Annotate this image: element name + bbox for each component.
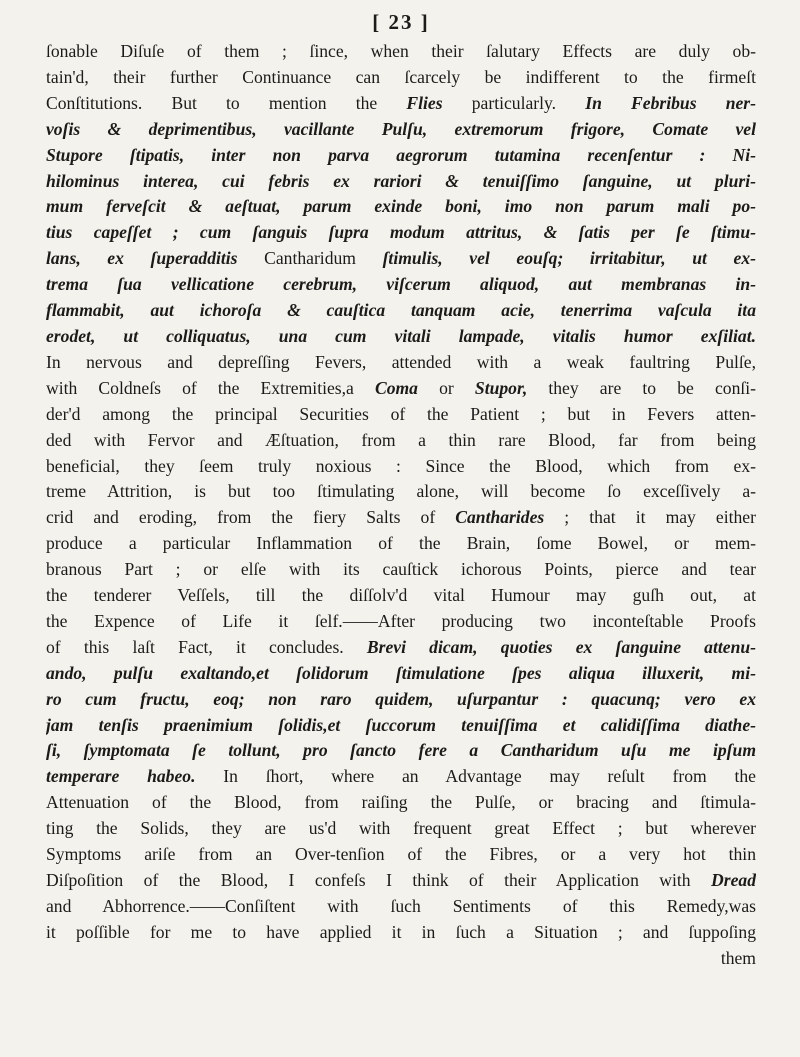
text-line <box>46 713 756 739</box>
text-run: them <box>720 947 756 968</box>
text-line <box>46 402 756 428</box>
text-run: or <box>417 377 475 398</box>
text-run: Cantharidum <box>264 248 383 269</box>
italic-text-run: Stupor, <box>474 377 528 398</box>
text-line <box>46 428 756 454</box>
text-run: it poſſible for me to have applied it in ſuch a Situation ; and ſuppoſing <box>46 921 756 942</box>
text-run: Diſpoſition of the Blood, I confeſs I think of their Application with <box>46 870 712 890</box>
text-run: treme Attrition, is but too ſtimulating alone, will become ſo exceſſively a- <box>46 481 756 502</box>
italic-text-run: tius capeſſet ; cum ſanguis ſupra modum attritus, & ſatis per ſe ſtimu- <box>46 222 756 243</box>
text-line <box>46 868 756 894</box>
text-line <box>46 946 756 972</box>
text-line <box>46 246 756 272</box>
text-line <box>46 661 756 687</box>
text-line <box>46 479 756 505</box>
text-run: der'd among the principal Securities of the Patient ; but in Fevers atten- <box>46 403 756 424</box>
text-line <box>46 117 756 143</box>
italic-text-run: flammabit, aut ichoroſa & cauſtica tanquam acie, tenerrima vaſcula ita <box>46 300 756 321</box>
italic-text-run: ando, pulſu exaltando,et ſolidorum ſtimulatione ſpes aliqua illuxerit, mi- <box>46 662 756 683</box>
italic-text-run: erodet, ut colliquatus, una cum vitali lampade, vitalis humor exſiliat. <box>46 325 756 346</box>
italic-text-run: Flies <box>406 92 443 113</box>
italic-text-run: In Febribus ner- <box>585 92 756 113</box>
text-line <box>46 91 756 117</box>
text-line <box>46 635 756 661</box>
page-number: [ 23 ] <box>372 10 430 34</box>
text-line <box>46 842 756 868</box>
text-line <box>46 505 756 531</box>
text-line <box>46 454 756 480</box>
text-run: of this laſt Fact, it concludes. <box>46 636 367 657</box>
text-run: and Abhorrence.——Conſiſtent with ſuch Sentiments of this Remedy,was <box>46 895 756 916</box>
italic-text-run: hilominus interea, cui febris ex rariori & tenuiſſimo ſanguine, ut pluri- <box>46 170 756 191</box>
italic-text-run: trema ſua vellicatione cerebrum, viſcerum aliquod, aut membranas in- <box>46 274 756 295</box>
text-line <box>46 738 756 764</box>
text-line <box>46 531 756 557</box>
text-line <box>46 920 756 946</box>
text-line <box>46 350 756 376</box>
text-run: the tenderer Veſſels, till the diſſolv'd vital Humour may guſh out, at <box>46 585 756 606</box>
text-line <box>46 790 756 816</box>
text-line <box>46 583 756 609</box>
italic-text-run: temperare habeo. <box>46 766 196 787</box>
italic-text-run: Cantharides <box>455 507 545 528</box>
text-run: In ſhort, where an Advantage may reſult from the <box>195 766 756 787</box>
text-run: the Expence of Life it ſelf.——After producing two inconteſtable Proofs <box>46 610 756 631</box>
italic-text-run: ro cum fructu, eoq; non raro quidem, uſurpantur : quacunq; vero ex <box>46 688 756 709</box>
italic-text-run: Dread <box>711 870 756 890</box>
text-run: produce a particular Inflammation of the Brain, ſome Bowel, or mem- <box>46 533 756 554</box>
text-run: tain'd, their further Continuance can ſcarcely be indifferent to the firmeſt <box>46 66 756 87</box>
italic-text-run: voſis & deprimentibus, vacillante Pulſu, extremorum frigore, Comate vel <box>46 118 756 139</box>
text-run: with Coldneſs of the Extremities,a <box>46 377 375 398</box>
text-run: beneficial, they ſeem truly noxious : Since the Blood, which from ex- <box>46 455 756 476</box>
text-line <box>46 272 756 298</box>
text-run: ded with Fervor and Æſtuation, from a thin rare Blood, far from being <box>46 429 756 450</box>
text-run: ting the Solids, they are us'd with frequent great Effect ; but wherever <box>46 818 756 839</box>
text-run: Symptoms ariſe from an Over-tenſion of the Fibres, or a very hot thin <box>46 844 756 865</box>
text-line <box>46 194 756 220</box>
italic-text-run: ſtimulis, vel eouſq; irritabitur, ut ex- <box>382 248 756 269</box>
text-line <box>46 687 756 713</box>
text-line <box>46 609 756 635</box>
text-line <box>46 376 756 402</box>
text-run: In nervous and depreſſing Fevers, attended with a weak faultring Pulſe, <box>46 351 756 372</box>
italic-text-run: ſi, ſymptomata ſe tollunt, pro ſancto fere a Cantharidum uſu me ipſum <box>46 740 756 761</box>
italic-text-run: Stupore ſtipatis, inter non parva aegrorum tutamina recenſentur : Ni- <box>46 144 756 165</box>
text-line <box>46 65 756 91</box>
text-line <box>46 39 756 65</box>
text-run: ; that it may either <box>544 507 756 528</box>
text-run: crid and eroding, from the fiery Salts of <box>46 507 456 528</box>
italic-text-run: mum ferveſcit & aeſtuat, parum exinde boni, imo non parum mali po- <box>46 196 756 217</box>
text-run: ſonable Diſuſe of them ; ſince, when their ſalutary Effects are duly ob- <box>46 41 756 61</box>
text-run: Attenuation of the Blood, from raiſing the Pulſe, or bracing and ſtimula- <box>46 792 756 813</box>
text-run: branous Part ; or elſe with its cauſtick ichorous Points, pierce and tear <box>46 559 756 580</box>
text-run: Conſtitutions. But to mention the <box>46 92 407 113</box>
text-run: particularly. <box>442 92 586 113</box>
body-text <box>46 39 756 972</box>
text-line <box>46 764 756 790</box>
text-line <box>46 220 756 246</box>
italic-text-run: Brevi dicam, quoties ex ſanguine attenu- <box>366 636 756 657</box>
text-line <box>46 816 756 842</box>
italic-text-run: lans, ex ſuperadditis <box>46 248 265 269</box>
text-line <box>46 143 756 169</box>
text-line <box>46 894 756 920</box>
italic-text-run: Coma <box>374 377 418 398</box>
italic-text-run: jam tenſis praenimium ſolidis,et ſuccorum tenuiſſima et calidiſſima diathe- <box>46 714 756 735</box>
text-run: they are to be conſi- <box>527 377 756 398</box>
text-line <box>46 324 756 350</box>
text-line <box>46 169 756 195</box>
text-line <box>46 557 756 583</box>
text-line <box>46 298 756 324</box>
